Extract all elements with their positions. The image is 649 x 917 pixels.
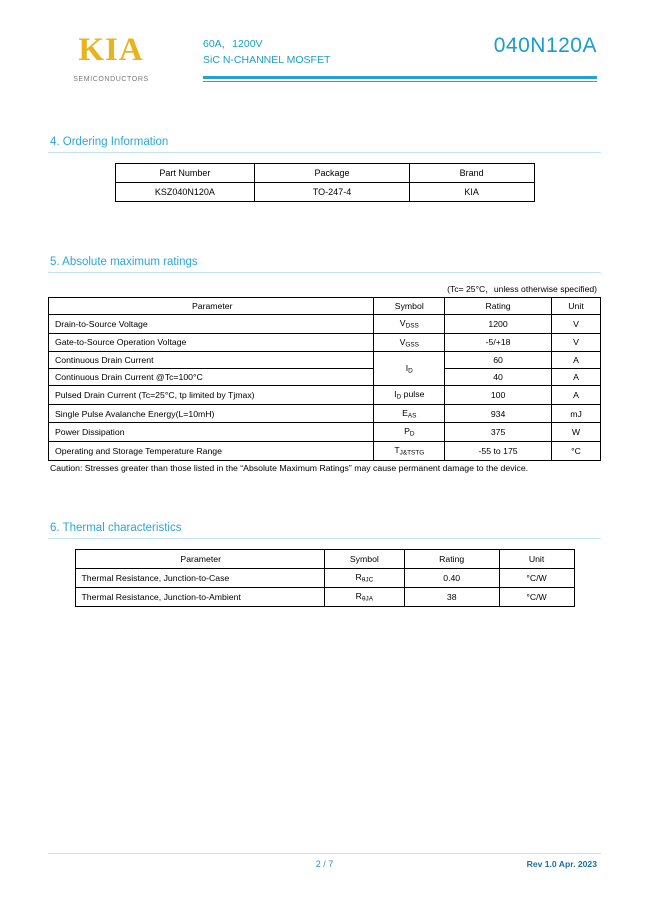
cell-symbol: $R_{\theta JC}$ bbox=[324, 568, 404, 587]
company-logo bbox=[56, 34, 166, 83]
cell-package: TO-247-4 bbox=[255, 183, 410, 202]
table-header-row bbox=[75, 549, 574, 568]
column-header-parameter: Parameter bbox=[49, 298, 374, 315]
cell-rating: 375 bbox=[445, 423, 552, 442]
table-row bbox=[49, 442, 601, 461]
thermal-characteristics-table bbox=[75, 549, 575, 607]
cell-parameter: Pulsed Drain Current (Tc=25°C, tp limited by Tjmax) bbox=[49, 386, 374, 405]
cell-parameter: Operating and Storage Temperature Range bbox=[49, 442, 374, 461]
column-header-part-number: Part Number bbox=[115, 164, 255, 183]
cell-symbol: $V_{GSS}$ bbox=[374, 333, 445, 352]
section-title-absolute-max: 5. Absolute maximum ratings bbox=[50, 256, 198, 268]
cell-unit: °C/W bbox=[499, 568, 574, 587]
table-row bbox=[49, 315, 601, 334]
cell-unit: V bbox=[552, 333, 601, 352]
column-header-package: Package bbox=[255, 164, 410, 183]
page-footer bbox=[48, 859, 601, 875]
table-row bbox=[49, 423, 601, 442]
table-row bbox=[49, 369, 601, 386]
logo-subtext: SEMICONDUCTORS bbox=[73, 76, 149, 83]
section-title-ordering: 4. Ordering Information bbox=[50, 136, 169, 148]
column-header-unit: Unit bbox=[552, 298, 601, 315]
cell-symbol: $R_{\theta JA}$ bbox=[324, 587, 404, 606]
footer-divider bbox=[48, 853, 601, 854]
product-type-line: SiC N-CHANNEL MOSFET bbox=[203, 54, 331, 66]
absolute-maximum-ratings-section bbox=[48, 256, 601, 474]
cell-unit: A bbox=[552, 369, 601, 386]
cell-parameter: Thermal Resistance, Junction-to-Ambient bbox=[75, 587, 324, 606]
cell-symbol: $T_{J\&TSTG}$ bbox=[374, 442, 445, 461]
column-header-parameter: Parameter bbox=[75, 549, 324, 568]
section-title-thermal: 6. Thermal characteristics bbox=[50, 521, 182, 534]
table-row bbox=[49, 386, 601, 405]
cell-rating: 0.40 bbox=[404, 568, 499, 587]
cell-parameter: Gate-to-Source Operation Voltage bbox=[49, 333, 374, 352]
condition-note: (Tc= 25°C，unless otherwise specified) bbox=[447, 284, 597, 294]
cell-rating: 40 bbox=[445, 369, 552, 386]
section-divider bbox=[48, 538, 601, 539]
cell-unit: V bbox=[552, 315, 601, 334]
cell-parameter: Thermal Resistance, Junction-to-Case bbox=[75, 568, 324, 587]
cell-rating: -55 to 175 bbox=[445, 442, 552, 461]
table-row bbox=[75, 587, 574, 606]
cell-rating: 100 bbox=[445, 386, 552, 405]
table-row bbox=[49, 352, 601, 369]
cell-symbol: $I_D$ bbox=[374, 352, 445, 386]
revision-label: Rev 1.0 Apr. 2023 bbox=[526, 859, 597, 869]
cell-rating: 1200 bbox=[445, 315, 552, 334]
cell-unit: mJ bbox=[552, 404, 601, 423]
cell-unit: A bbox=[552, 386, 601, 405]
ordering-information-section bbox=[48, 136, 601, 202]
absolute-maximum-ratings-table bbox=[48, 297, 601, 461]
column-header-brand: Brand bbox=[409, 164, 534, 183]
cell-symbol: $P_D$ bbox=[374, 423, 445, 442]
header-rule-thin bbox=[203, 81, 597, 82]
column-header-rating: Rating bbox=[445, 298, 552, 315]
table-row bbox=[75, 568, 574, 587]
cell-part-number: KSZ040N120A bbox=[115, 183, 255, 202]
table-row bbox=[115, 183, 534, 202]
product-subtitle bbox=[203, 36, 330, 68]
cell-unit: W bbox=[552, 423, 601, 442]
cell-parameter: Single Pulse Avalanche Energy(L=10mH) bbox=[49, 404, 374, 423]
column-header-symbol: Symbol bbox=[324, 549, 404, 568]
part-number-title: 040N120A bbox=[493, 34, 597, 57]
cell-unit: A bbox=[552, 352, 601, 369]
table-header-row bbox=[49, 298, 601, 315]
logo-text: KIA bbox=[78, 32, 144, 68]
cell-symbol: $V_{DSS}$ bbox=[374, 315, 445, 334]
column-header-symbol: Symbol bbox=[374, 298, 445, 315]
cell-parameter: Power Dissipation bbox=[49, 423, 374, 442]
cell-parameter: Continuous Drain Current @Tc=100°C bbox=[49, 369, 374, 386]
thermal-characteristics-section bbox=[48, 522, 601, 607]
cell-rating: -5/+18 bbox=[445, 333, 552, 352]
page-number: 2 / 7 bbox=[315, 859, 334, 869]
cell-symbol: $I_D$ pulse bbox=[374, 386, 445, 405]
product-rating-line: 60A，1200V bbox=[203, 38, 263, 50]
ordering-table bbox=[115, 163, 535, 202]
caution-note: Caution: Stresses greater than those listed in the “Absolute Maximum Ratings” may cause permanent damage to the device. bbox=[50, 462, 529, 473]
cell-unit: °C/W bbox=[499, 587, 574, 606]
section-divider bbox=[48, 272, 601, 273]
page-header bbox=[48, 28, 601, 98]
cell-brand: KIA bbox=[409, 183, 534, 202]
table-row bbox=[49, 333, 601, 352]
cell-parameter: Continuous Drain Current bbox=[49, 352, 374, 369]
cell-parameter: Drain-to-Source Voltage bbox=[49, 315, 374, 334]
header-rule-thick bbox=[203, 76, 597, 79]
cell-rating: 38 bbox=[404, 587, 499, 606]
table-header-row bbox=[115, 164, 534, 183]
cell-rating: 60 bbox=[445, 352, 552, 369]
cell-rating: 934 bbox=[445, 404, 552, 423]
cell-symbol: $E_{AS}$ bbox=[374, 404, 445, 423]
section-divider bbox=[48, 152, 601, 153]
column-header-rating: Rating bbox=[404, 549, 499, 568]
cell-unit: °C bbox=[552, 442, 601, 461]
column-header-unit: Unit bbox=[499, 549, 574, 568]
table-row bbox=[49, 404, 601, 423]
